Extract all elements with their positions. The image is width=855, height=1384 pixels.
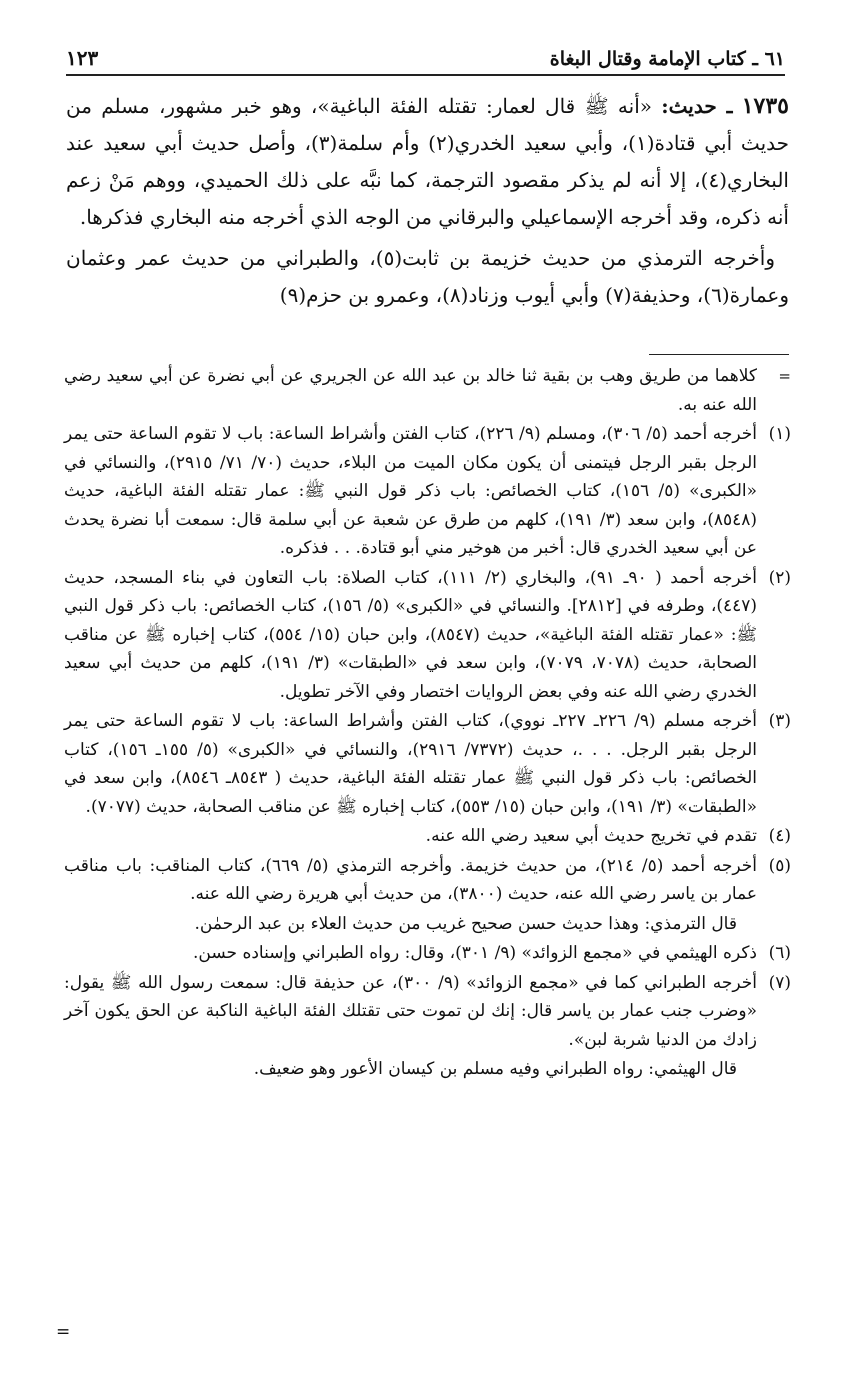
footnote-ref: (٦) [768,943,791,963]
footnote-ref: (٥) [768,855,791,876]
footnote-3 [64,707,791,821]
main-paragraph-2: وأخرجه الترمذي من حديث خزيمة بن ثابت(٥)، والطبراني من حديث عمر وعثمان وعمارة(٦)، وحذيفة(٧) وأبي أيوب وزناد(٨)، وعمرو بن حزم(٩) [66,246,789,307]
footnote-ref: (٧) [768,972,791,993]
footnote-ref: (٤) [768,826,791,846]
footnote-ref: (١) [768,424,791,444]
footnote-7 [64,969,791,1055]
footnote-4 [64,822,791,851]
running-header [66,40,785,76]
footnote-text: أخرجه أحمد ( ٩٠ـ ٩١)، والبخاري (٢/ ١١١)، كتاب الصلاة: باب التعاون في بناء المسجد، حديث (٤٤٧)، وطرفه في [٢٨١٢]. والنسائي في «الكبرى» (٥/ ١٥٦)، كتاب الخصائص: باب ذكر قول النبي ﷺ: «عمار تقتله الفئة الباغية»، حديث (٨٥٤٧)، وابن حبان (١٥/ ٥٥٤)، كتاب إخباره ﷺ عن مناقب الصحابة، حديث (٧٠٧٨، ٧٠٧٩)، وابن سعد في «الطبقات» (٣/ ١٩١)، كلهم من حديث أبي سعيد الخدري رضي الله عنه وفي بعض الروايات اختصار وفي الآخر تطويل. [64,567,758,702]
page-number: ١٢٣ [66,46,99,70]
footnote-text: أخرجه أحمد (٥/ ٣٠٦)، ومسلم (٩/ ٢٢٦)، كتاب الفتن وأشراط الساعة: باب لا تقوم الساعة حتى يمر الرجل بقبر الرجل فيتمنى أن يكون مكان الميت من البلاء، حديث (٧٠/ ٧١/ ٢٩١٥)، والنسائي في «الكبرى» (٥/ ١٥٦)، كتاب الخصائص: باب ذكر قول النبي ﷺ: عمار تقتله الفئة الباغية، حديث (٨٥٤٨)، وابن سعد (٣/ ١٩١)، كلهم من طرق عن شعبة عن أبي سلمة قال: سمعت أبا نضرة يحدث عن أبي سعيد الخدري قال: أخبر من هوخير مني أبو قتادة. . . فذكره. [64,424,758,558]
footnote-text: أخرجه الطبراني كما في «مجمع الزوائد» (٩/ ٣٠٠)، عن حذيفة قال: سمعت رسول الله ﷺ يقول: «وضرب جنب عمار بن ياسر قال: إنك لن تموت حتى تقتلك الفئة الباغية الناكبة عن الحق يكون آخر زادك من الدنيا شربة لبن». [64,972,758,1050]
footnote-2 [64,564,791,707]
entry-lead: ـ حديث: [661,94,733,118]
footnote-ref: (٢) [768,567,791,588]
footnotes [64,362,791,1085]
footnote-continuation [64,362,791,419]
footnote-text: أخرجه مسلم (٩/ ٢٢٦ـ ٢٢٧ـ نووي)، كتاب الفتن وأشراط الساعة: باب لا تقوم الساعة حتى يمر الرجل بقبر الرجل. . . .، حديث (٧٣٧٢/ ٢٩١٦)، والنسائي في «الكبرى» (٥/ ١٥٥ـ ١٥٦)، كتاب الخصائص: باب ذكر قول النبي ﷺ عمار تقتله الفئة الباغية، حديث ( ٨٥٤٣ـ ٨٥٤٦)، وابن سعد في «الطبقات» (٣/ ١٩١)، وابن حبان (١٥/ ٥٥٣)، كتاب إخباره ﷺ عن مناقب الصحابة، حديث (٧٠٧٧). [64,711,758,817]
chapter-title: ٦١ ـ كتاب الإمامة وقتال البغاة [549,48,785,70]
footnote-5 [64,852,791,909]
footnote-ref: (٣) [768,711,791,731]
footnote-7-remark [64,1055,791,1084]
footnote-6 [64,939,791,968]
footnote-ref: = [778,367,791,385]
footnote-divider [649,354,789,355]
footnote-5-remark [64,910,791,939]
footnote-text: كلاهما من طريق وهب بن بقية ثنا خالد بن عبد الله عن الجريري عن أبي نضرة عن أبي سعيد رضي الله عنه به. [64,366,757,415]
continuation-mark: = [56,1322,71,1342]
main-paragraph-1 [66,88,789,236]
paragraph-1-text: «أنه ﷺ قال لعمار: تقتله الفئة الباغية»، وهو خبر مشهور، مسلم من حديث أبي قتادة(١)، وأبي سعيد الخدري(٢) وأم سلمة(٣)، وأصل حديث أبي سعيد عند البخاري(٤)، إلا أنه لم يذكر مقصود الترجمة، كما نبَّه على ذلك الحميدي، ووهم مَنْ زعم أنه ذكره، وقد أخرجه الإسماعيلي والبرقاني من الوجه الذي أخرجه منه البخاري فذكرها. [66,94,789,229]
footnote-text: قال الهيثمي: رواه الطبراني وفيه مسلم بن كيسان الأعور وهو ضعيف. [253,1059,737,1079]
footnote-1 [64,420,791,563]
main-text [66,88,789,318]
footnote-text: أخرجه أحمد (٥/ ٢١٤)، من حديث خزيمة. وأخرجه الترمذي (٥/ ٦٦٩)، كتاب المناقب: باب مناقب عمار بن ياسر رضي الله عنه، حديث (٣٨٠٠)، من حديث أبي هريرة رضي الله عنه. [64,855,757,904]
entry-number: ١٧٣٥ [741,93,789,119]
footnote-text: ذكره الهيثمي في «مجمع الزوائد» (٩/ ٣٠١)، وقال: رواه الطبراني وإسناده حسن. [193,943,757,963]
footnote-text: قال الترمذي: وهذا حديث حسن صحيح غريب من حديث العلاء بن عبد الرحمٰن. [194,913,737,934]
footnote-text: تقدم في تخريج حديث أبي سعيد رضي الله عنه. [425,826,757,846]
